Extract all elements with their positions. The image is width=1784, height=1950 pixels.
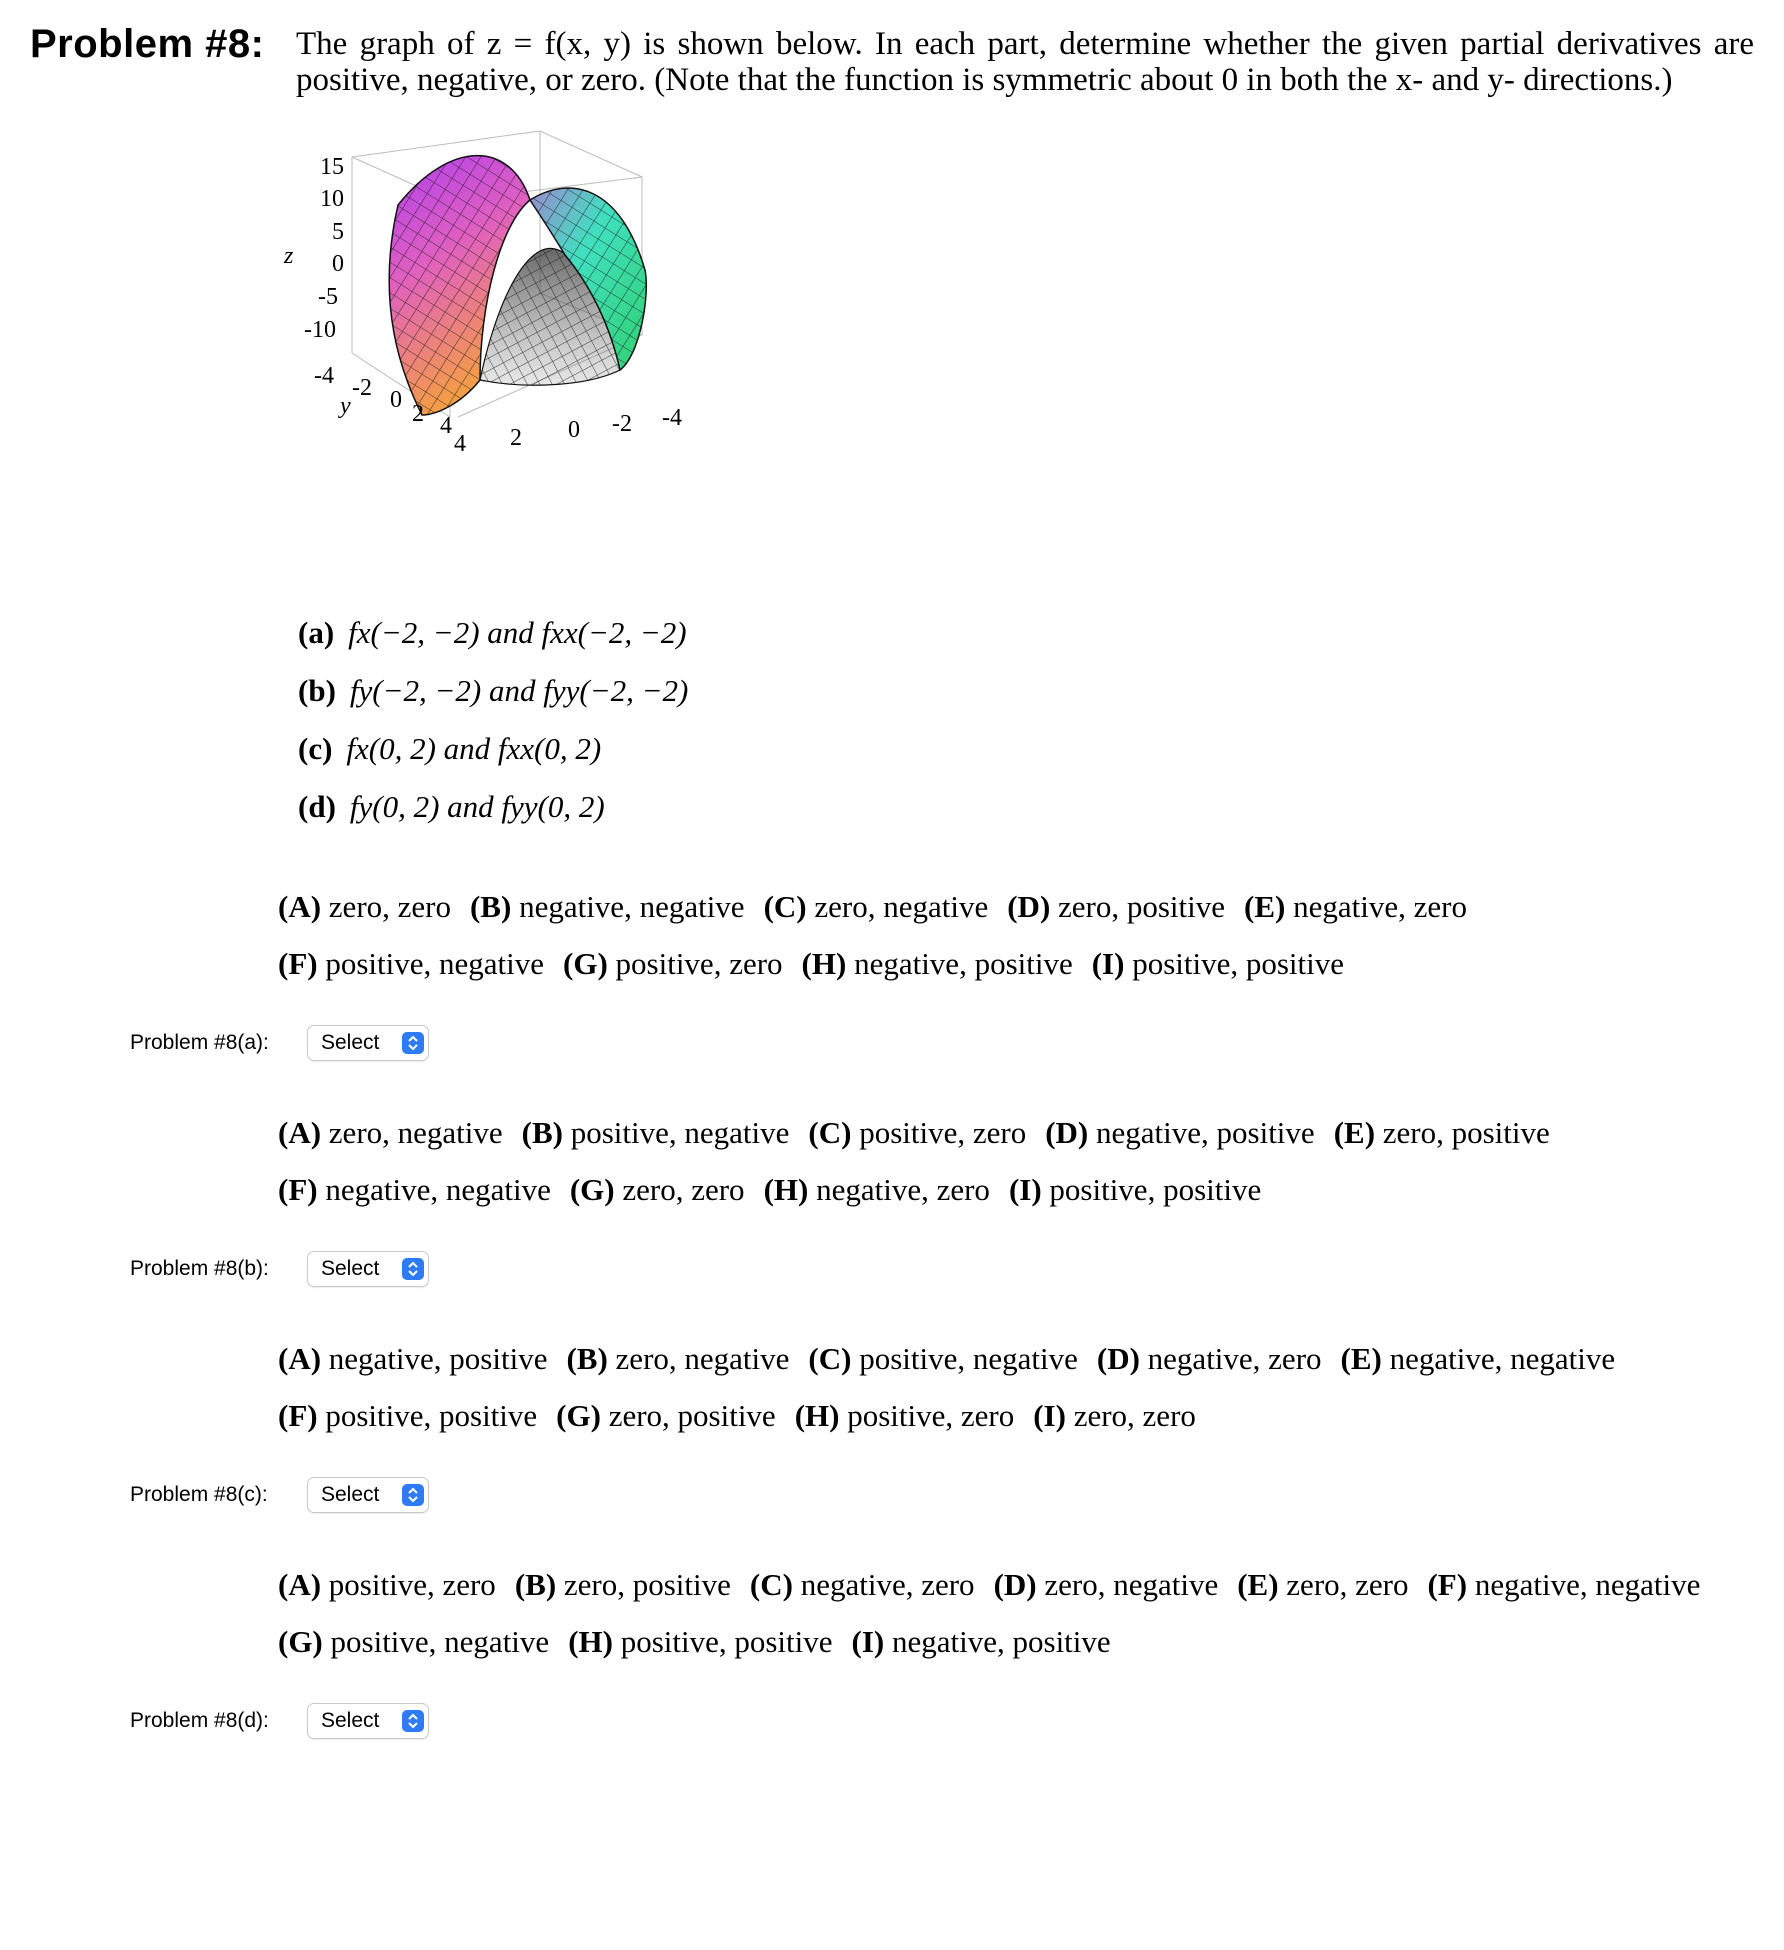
- part-c: (c) fx(0, 2) and fxx(0, 2): [298, 731, 602, 766]
- part-b: (b) fy(−2, −2) and fyy(−2, −2): [298, 673, 689, 708]
- z-tick: 5: [332, 219, 344, 245]
- option-line: [278, 1387, 1634, 1444]
- x-tick: 4: [454, 431, 466, 457]
- z-tick: -5: [318, 284, 338, 310]
- answer-option: (H) positive, zero: [794, 1398, 1015, 1433]
- answer-option: (A) zero, zero: [278, 889, 451, 924]
- problem-number: Problem #8:: [30, 22, 265, 66]
- select-row-d: [130, 1704, 428, 1738]
- answer-option: (E) negative, zero: [1244, 889, 1467, 924]
- option-line: [278, 935, 1486, 992]
- answer-option: (H) negative, zero: [763, 1172, 990, 1207]
- options-b: [278, 1104, 1569, 1218]
- x-tick: 0: [568, 417, 580, 443]
- answer-option: (C) positive, zero: [808, 1115, 1027, 1150]
- y-tick: -4: [314, 363, 334, 389]
- answer-option: (I) positive, positive: [1008, 1172, 1262, 1207]
- part-a: (a) fx(−2, −2) and fxx(−2, −2): [298, 615, 687, 650]
- updown-chevron-icon: [402, 1258, 424, 1280]
- select-row-b: [130, 1252, 428, 1286]
- select-label: Problem #8(c):: [130, 1483, 268, 1506]
- answer-option: (E) zero, zero: [1237, 1567, 1409, 1602]
- updown-chevron-icon: [402, 1484, 424, 1506]
- answer-option: (I) zero, zero: [1033, 1398, 1196, 1433]
- updown-chevron-icon: [402, 1710, 424, 1732]
- option-line: [278, 1556, 1719, 1613]
- z-axis: [283, 154, 344, 343]
- answer-option: (E) negative, negative: [1340, 1341, 1616, 1376]
- select-label: Problem #8(b):: [130, 1257, 269, 1280]
- y-tick: 4: [440, 413, 452, 439]
- answer-option: (F) negative, negative: [1427, 1567, 1701, 1602]
- answer-option: (I) negative, positive: [851, 1624, 1111, 1659]
- select-label: Problem #8(d):: [130, 1709, 269, 1732]
- answer-option: (D) zero, negative: [993, 1567, 1219, 1602]
- answer-option: (G) positive, zero: [563, 946, 783, 981]
- answer-option: (F) positive, positive: [278, 1398, 538, 1433]
- answer-option: (F) negative, negative: [278, 1172, 551, 1207]
- answer-option: (G) positive, negative: [278, 1624, 550, 1659]
- part-d: (d) fy(0, 2) and fyy(0, 2): [298, 789, 605, 824]
- answer-option: (H) negative, positive: [801, 946, 1073, 981]
- option-line: [278, 1613, 1719, 1670]
- x-axis: [454, 405, 682, 457]
- answer-option: (F) positive, negative: [278, 946, 545, 981]
- answer-option: (B) positive, negative: [521, 1115, 790, 1150]
- y-tick: 2: [412, 401, 424, 427]
- x-tick: -2: [612, 411, 632, 437]
- answer-option: (B) zero, negative: [566, 1341, 790, 1376]
- answer-option: (A) zero, negative: [278, 1115, 503, 1150]
- z-tick: 15: [320, 154, 344, 180]
- answer-option: (D) zero, positive: [1007, 889, 1226, 924]
- answer-option: (G) zero, positive: [556, 1398, 776, 1433]
- problem-statement: The graph of z = f(x, y) is shown below. In each part, determine whether the given partial derivatives are positive, negative, or zero. (Note that the function is symmetric about 0 in both the x- and y- directions.): [296, 26, 1754, 98]
- option-line: [278, 1330, 1634, 1387]
- answer-option: (G) zero, zero: [569, 1172, 745, 1207]
- y-axis-label: y: [340, 393, 351, 419]
- z-axis-label: z: [284, 243, 294, 269]
- answer-option: (C) negative, zero: [749, 1567, 975, 1602]
- answer-select-c[interactable]: Select: [308, 1478, 428, 1512]
- select-row-c: [130, 1478, 428, 1512]
- z-tick: -10: [304, 317, 336, 343]
- y-tick: -2: [352, 375, 372, 401]
- answer-option: (A) negative, positive: [278, 1341, 548, 1376]
- answer-option: (I) positive, positive: [1091, 946, 1345, 981]
- option-line: [278, 878, 1486, 935]
- surface-plot: [284, 145, 820, 565]
- options-c: [278, 1330, 1634, 1444]
- answer-select-a[interactable]: Select: [308, 1026, 428, 1060]
- z-tick: 10: [320, 186, 344, 212]
- answer-option: (D) negative, zero: [1096, 1341, 1322, 1376]
- answer-option: (H) positive, positive: [568, 1624, 833, 1659]
- updown-chevron-icon: [402, 1032, 424, 1054]
- option-line: [278, 1161, 1569, 1218]
- answer-option: (C) positive, negative: [808, 1341, 1078, 1376]
- answer-option: (C) zero, negative: [763, 889, 989, 924]
- x-tick: 2: [510, 425, 522, 451]
- answer-option: (A) positive, zero: [278, 1567, 496, 1602]
- x-tick: -4: [662, 405, 682, 431]
- options-d: [278, 1556, 1719, 1670]
- answer-option: (B) zero, positive: [514, 1567, 731, 1602]
- select-row-a: [130, 1026, 428, 1060]
- select-label: Problem #8(a):: [130, 1031, 269, 1054]
- answer-option: (B) negative, negative: [469, 889, 745, 924]
- z-tick: 0: [332, 251, 344, 277]
- answer-select-b[interactable]: Select: [308, 1252, 428, 1286]
- option-line: [278, 1104, 1569, 1161]
- parts-list: [298, 615, 688, 847]
- answer-select-d[interactable]: Select: [308, 1704, 428, 1738]
- y-tick: 0: [390, 387, 402, 413]
- options-a: [278, 878, 1486, 992]
- answer-option: (D) negative, positive: [1045, 1115, 1315, 1150]
- answer-option: (E) zero, positive: [1333, 1115, 1550, 1150]
